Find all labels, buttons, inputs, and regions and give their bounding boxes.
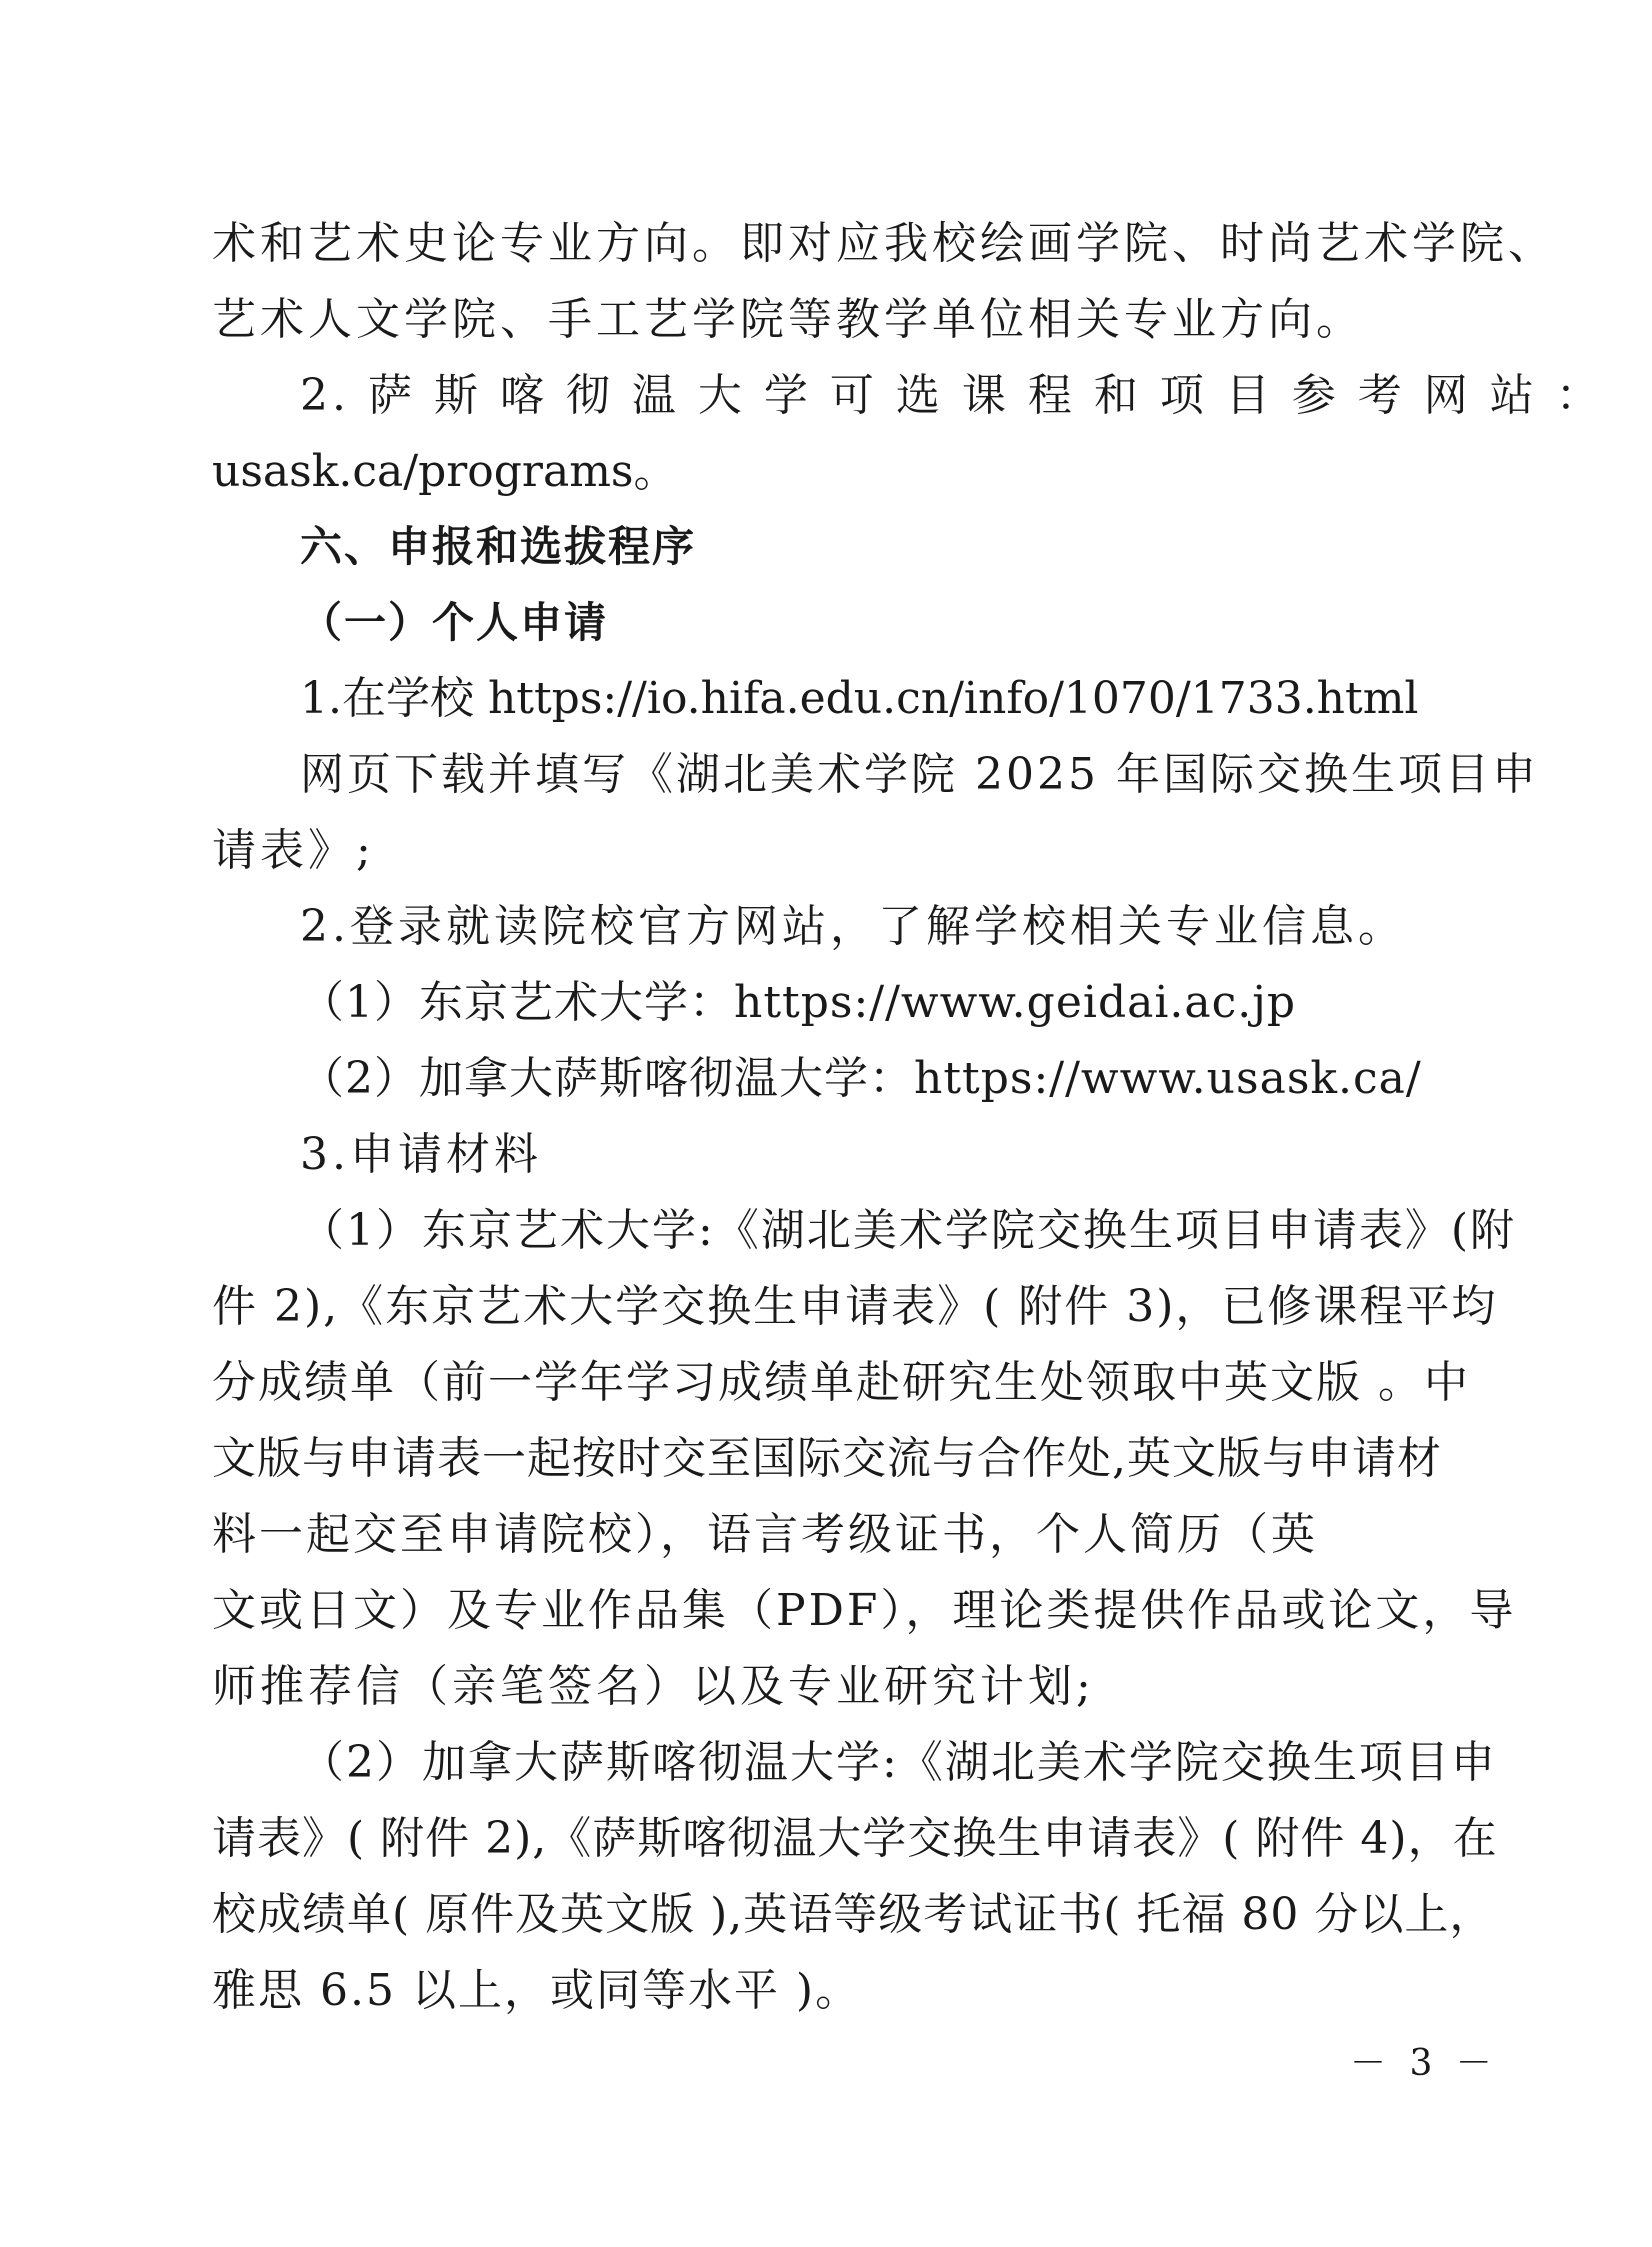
- body-line: 艺术人文学院、手工艺学院等教学单位相关专业方向。: [212, 294, 1364, 345]
- section-heading: 六、申报和选拔程序: [300, 522, 697, 571]
- body-line: 3.申请材料: [300, 1129, 542, 1180]
- body-line: 件 2),《东京艺术大学交换生申请表》( 附件 3)，已修课程平均: [212, 1281, 1498, 1332]
- body-line: usask.ca/programs。: [212, 446, 678, 497]
- body-line: 请表》( 附件 2),《萨斯喀彻温大学交换生申请表》( 附件 4)，在: [212, 1813, 1498, 1864]
- body-line: 文或日文）及专业作品集（PDF），理论类提供作品或论文，导: [212, 1585, 1517, 1636]
- body-line: 雅思 6.5 以上，或同等水平 )。: [212, 1965, 862, 2016]
- body-line: 料一起交至申请院校），语言考级证书，个人简历（英: [212, 1509, 1318, 1560]
- body-line: 请表》;: [212, 825, 375, 876]
- body-line: 文版与申请表一起按时交至国际交流与合作处,英文版与申请材: [212, 1433, 1442, 1484]
- body-line: 1.在学校 https://io.hifa.edu.cn/info/1070/1733.html: [300, 673, 1419, 724]
- body-line: （1）东京艺术大学：https://www.geidai.ac.jp: [300, 977, 1297, 1028]
- body-line: （2）加拿大萨斯喀彻温大学：https://www.usask.ca/: [300, 1053, 1422, 1104]
- body-line: （1）东京艺术大学:《湖北美术学院交换生项目申请表》(附: [300, 1205, 1516, 1256]
- body-line: 师推荐信（亲笔签名）以及专业研究计划;: [212, 1661, 1095, 1712]
- page-number: － 3 －: [1350, 2043, 1498, 2084]
- body-line: 术和艺术史论专业方向。即对应我校绘画学院、时尚艺术学院、: [212, 218, 1556, 269]
- body-line: （2）加拿大萨斯喀彻温大学:《湖北美术学院交换生项目申: [300, 1737, 1497, 1788]
- body-line: 校成绩单( 原件及英文版 ),英语等级考试证书( 托福 80 分以上，: [212, 1889, 1495, 1940]
- body-line: 分成绩单（前一学年学习成绩单赴研究生处领取中英文版 。中: [212, 1357, 1470, 1408]
- subsection-heading: （一）个人申请: [300, 598, 609, 647]
- body-line: 网页下载并填写《湖北美术学院 2025 年国际交换生项目申: [300, 749, 1539, 800]
- body-line: 2.登录就读院校官方网站，了解学校相关专业信息。: [300, 901, 1406, 952]
- body-line: 2. 萨 斯 喀 彻 温 大 学 可 选 课 程 和 项 目 参 考 网 站 ：: [300, 370, 1604, 421]
